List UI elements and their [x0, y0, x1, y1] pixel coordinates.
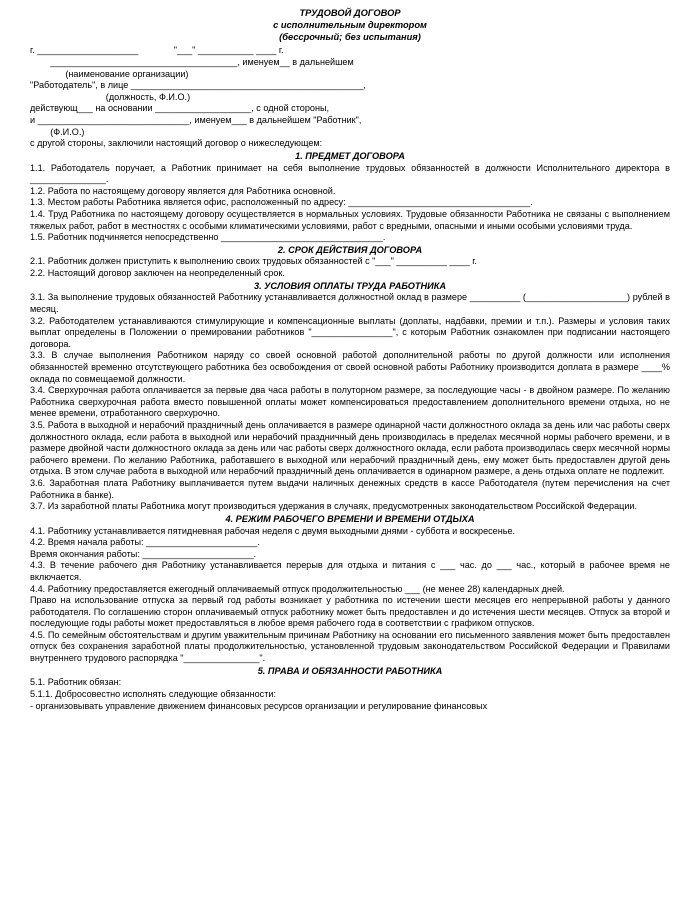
preamble-line-6: действующ___ на основании ___________________, с одной стороны,: [30, 103, 330, 114]
section-3-heading: 3. УСЛОВИЯ ОПЛАТЫ ТРУДА РАБОТНИКА: [253, 280, 447, 291]
section-1-paragraph-4: 1.4. Труд Работника по настоящему договору осуществляется в нормальных условиях. Трудовые обязанности Работника не связаны с выполнением тяжелых работ, работ в местностях с особыми климатическими условиями, работ с вредными, опасными и иными особыми условиями труда.: [30, 208, 670, 231]
section-2-heading: 2. СРОК ДЕЙСТВИЯ ДОГОВОРА: [277, 244, 423, 255]
preamble-line-1: г. ____________________ "___" ___________ ____ г.: [30, 45, 284, 56]
section-4-paragraph-7: 4.5. По семейным обстоятельствам и другим уважительным причинам Работнику на основании его письменного заявления может быть предоставлен отпуск без сохранения заработной платы продолжительностью, установленной трудовым законодательством Российской Федерации и Правилами внутреннего трудового распорядка "_______________".: [30, 629, 670, 664]
section-5-paragraph-3: - организовывать управление движением финансовых ресурсов организации и регулирование финансовых: [30, 700, 488, 711]
section-2-paragraph-1: 2.1. Работник должен приступить к выполнению своих трудовых обязанностей с "___" __________ ____ г.: [30, 256, 477, 267]
section-1: [30, 151, 670, 244]
document-preamble: [30, 45, 670, 149]
section-5-paragraph-1: 5.1. Работник обязан:: [30, 677, 122, 688]
section-1-paragraph-3: 1.3. Местом работы Работника является офис, расположенный по адресу: ____________________________________.: [30, 197, 533, 208]
section-4-paragraph-6: Право на использование отпуска за первый год работы возникает у работника по истечении шести месяцев его непрерывной работы у данного работодателя. По соглашению сторон оплачиваемый отпуск работнику может быть предоставлен и до истечения шести месяцев. Отпуск за второй и последующие годы работы может предоставляться в любое время рабочего года в соответствии с графиком отпусков.: [30, 595, 670, 629]
section-4-paragraph-4: 4.3. В течение рабочего дня Работнику устанавливается перерыв для отдыха и питания с ___ час. до ___ час., который в рабочее время не включается.: [30, 560, 670, 582]
section-1-heading: 1. ПРЕДМЕТ ДОГОВОРА: [295, 150, 405, 161]
section-5-heading: 5. ПРАВА И ОБЯЗАННОСТИ РАБОТНИКА: [257, 665, 443, 676]
section-5-paragraph-2: 5.1.1. Добросовестно исполнять следующие обязанности:: [30, 689, 276, 700]
preamble-line-9: с другой стороны, заключили настоящий договор о нижеследующем:: [30, 138, 323, 149]
section-3-paragraph-1: 3.1. За выполнение трудовых обязанностей Работнику устанавливается должностной оклад в размере __________ (____________________) рублей в месяц.: [30, 292, 670, 315]
document-title-line-3: (бессрочный; без испытания): [279, 31, 421, 42]
preamble-line-7: и ______________________________, именуем___ в дальнейшем "Работник",: [30, 114, 362, 125]
document-title: [30, 8, 670, 43]
section-4-paragraph-3: Время окончания работы: ______________________.: [30, 548, 257, 559]
section-2: [30, 245, 670, 280]
section-4-heading: 4. РЕЖИМ РАБОЧЕГО ВРЕМЕНИ И ВРЕМЕНИ ОТДЫХА: [225, 513, 475, 524]
section-2-paragraph-2: 2.2. Настоящий договор заключен на неопределенный срок.: [30, 268, 285, 279]
section-3-paragraph-2: 3.2. Работодателем устанавливаются стимулирующие и компенсационные выплаты (доплаты, надбавки, премии и т.п.). Размеры и условия таких выплат определены в Положении о премировании работников "________________", с которым Работник ознакомлен при подписании настоящего договора.: [30, 315, 670, 349]
section-3-paragraph-6: 3.6. Заработная плата Работнику выплачивается путем выдачи наличных денежных средств в кассе Работодателя (путем перечисления на счет Работника в банке).: [30, 477, 670, 500]
section-3-paragraph-7: 3.7. Из заработной платы Работника могут производиться удержания в случаях, предусмотренных законодательством Российской Федерации.: [30, 501, 638, 512]
preamble-line-4: "Работодатель", в лице ______________________________________________,: [30, 80, 366, 91]
document-title-line-1: ТРУДОВОЙ ДОГОВОР: [299, 8, 401, 18]
section-3-paragraph-4: 3.4. Сверхурочная работа оплачивается за первые два часа работы в полуторном размере, за последующие часы - в двойном размере. По желанию Работника сверхурочная работа вместо повышенной оплаты может компенсироваться предоставлением дополнительного времени отдыха, но не менее времени, отработанного сверхурочно.: [30, 385, 670, 419]
document-title-line-2: с исполнительным директором: [273, 19, 427, 30]
section-1-paragraph-1: 1.1. Работодатель поручает, а Работник принимает на себя выполнение трудовых обязанностей в должности Исполнительного директора в _______________.: [30, 162, 670, 185]
section-3-paragraph-5: 3.5. Работа в выходной и нерабочий праздничный день оплачивается в размере одинарной части должностного оклада за день или час работы сверх должностного оклада, если работа в выходной или нерабочий праздничный день производилась в пределах месячной нормы рабочего времени, и в размере двойной части должностного оклада за день или час работы сверх должностного оклада, если работа производилась сверх месячной нормы рабочего времени. По желанию Работника, работавшего в выходной или нерабочий праздничный день, ему может быть предоставлен другой день отдыха. В этом случае работа в выходной или нерабочий праздничный день оплачивается в одинарном размере, а день отдыха оплате не подлежит.: [30, 420, 670, 477]
section-4-paragraph-2: 4.2. Время начала работы: ______________________.: [30, 537, 260, 548]
section-4-paragraph-5: 4.4. Работнику предоставляется ежегодный оплачиваемый отпуск продолжительностью ___ (не менее 28) календарных дней.: [30, 583, 565, 594]
preamble-line-3: (наименование организации): [30, 68, 189, 79]
section-5: [30, 666, 670, 713]
preamble-line-8: (Ф.И.О.): [30, 126, 85, 137]
section-3: [30, 281, 670, 513]
preamble-line-5: (должность, Ф.И.О.): [30, 91, 191, 102]
section-4-paragraph-1: 4.1. Работнику устанавливается пятидневная рабочая неделя с двумя выходными днями - суббота и воскресенье.: [30, 525, 516, 536]
section-4: [30, 514, 670, 665]
section-1-paragraph-5: 1.5. Работник подчиняется непосредственно ________________________________.: [30, 232, 386, 243]
section-3-paragraph-3: 3.3. В случае выполнения Работником наряду со своей основной работой дополнительной работы по другой должности или исполнения обязанностей временно отсутствующего работника без освобождения от своей основной работы Работнику производится доплата в размере ____% оклада по совмещаемой должности.: [30, 350, 670, 384]
section-1-paragraph-2: 1.2. Работа по настоящему договору является для Работника основной.: [30, 185, 336, 196]
preamble-line-2: _____________________________________, именуем__ в дальнейшем: [30, 56, 354, 67]
